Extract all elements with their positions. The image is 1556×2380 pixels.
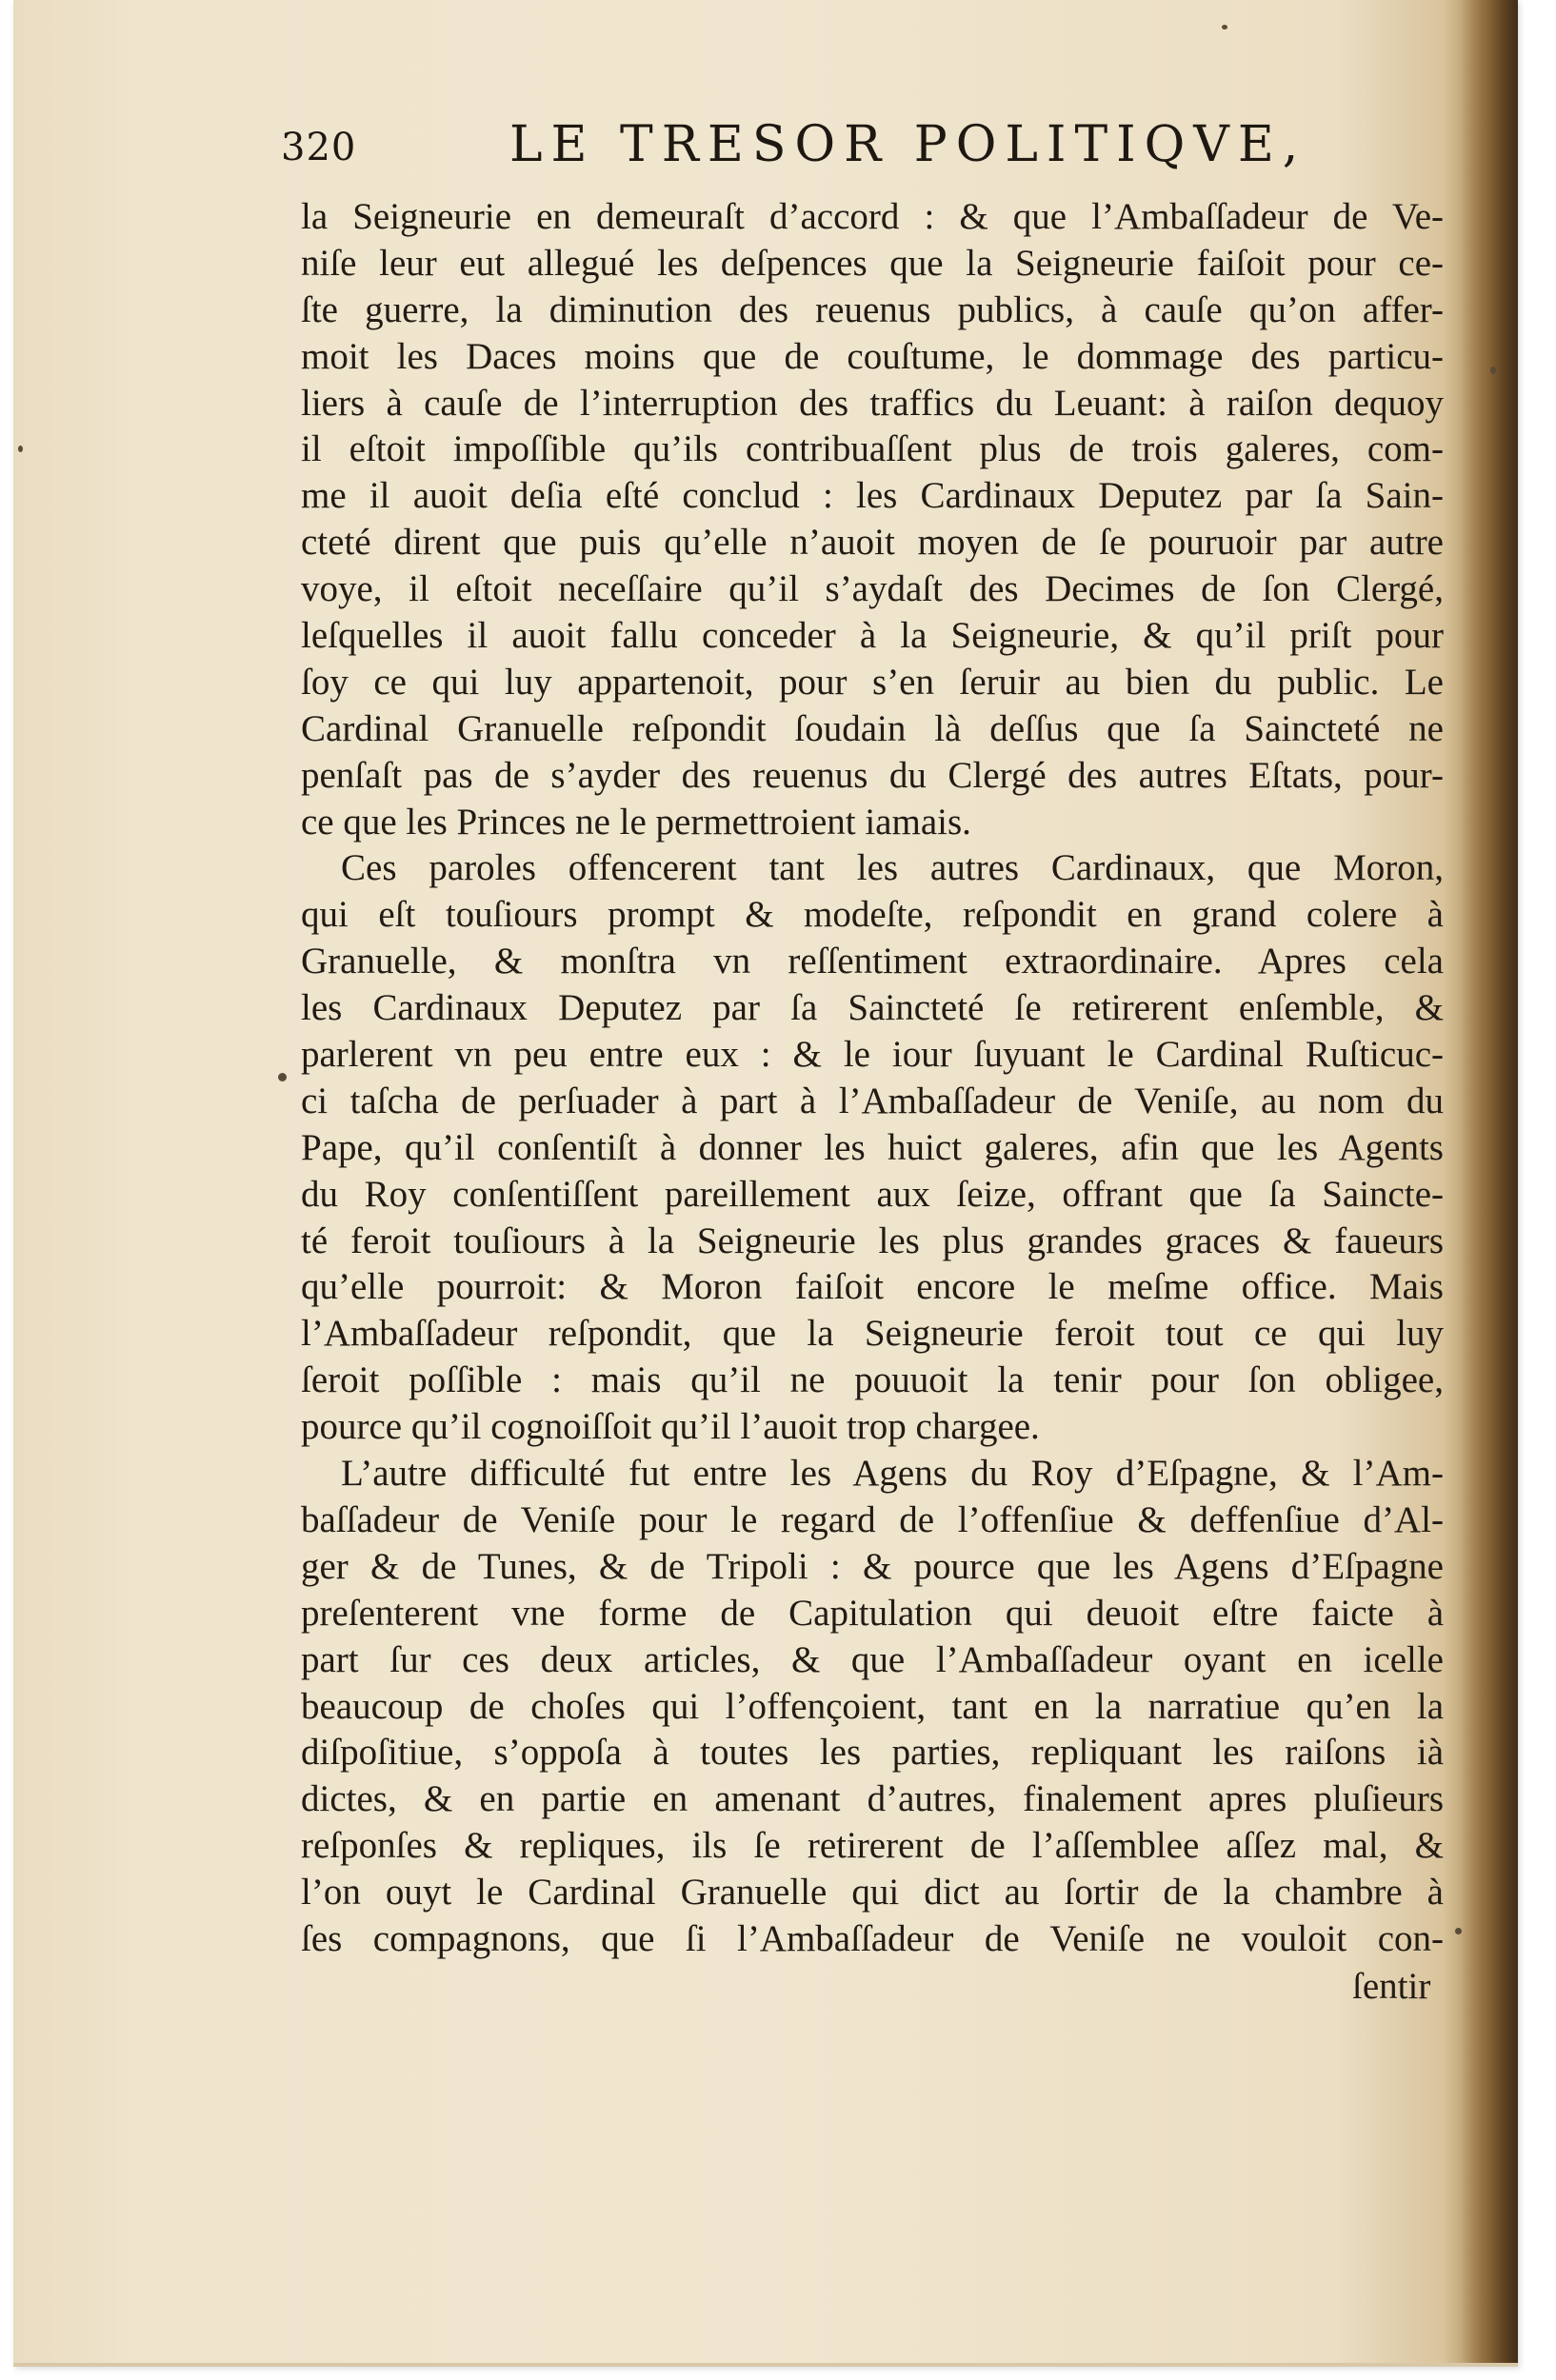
text-line: dictes, & en partie en amenant d’autres, finalement apres pluſieurs [301, 1778, 1444, 1820]
text-line: baſſadeur de Veniſe pour le regard de l’offenſiue & deffenſiue d’Al- [301, 1498, 1444, 1540]
page-spine-shadow [1461, 0, 1518, 2363]
text-line: ſte guerre, la diminution des reuenus publics, à cauſe qu’on affer- [301, 288, 1444, 330]
text-line: L’autre difficulté fut entre les Agens du Roy d’Eſpagne, & l’Am- [341, 1453, 1444, 1495]
paragraph [301, 845, 1444, 1451]
text-line: parlerent vn peu entre eux : & le iour ſuyuant le Cardinal Ruſticuc- [301, 1034, 1444, 1076]
paragraph [301, 1451, 1444, 1963]
ink-speck [1490, 367, 1496, 374]
text-line: ſoy ce qui luy appartenoit, pour s’en ſeruir au bien du public. Le [301, 661, 1444, 703]
text-line: Pape, qu’il conſentiſt à donner les huict galeres, afin que les Agents [301, 1126, 1444, 1168]
text-line: cteté dirent que puis qu’elle n’auoit moyen de ſe pouruoir par autre [301, 522, 1444, 564]
ink-speck [1455, 1928, 1462, 1934]
ink-speck [1222, 25, 1227, 30]
text-line: Granuelle, & monſtra vn reſſentiment extraordinaire. Apres cela [301, 941, 1444, 982]
text-line: liers à cauſe de l’interruption des traffics du Leuant: à raiſon dequoy [301, 382, 1444, 424]
text-line: du Roy conſentiſſent pareillement aux ſeize, offrant que ſa Saincte- [301, 1173, 1444, 1215]
text-line: preſenterent vne forme de Capitulation qui deuoit eſtre faicte à [301, 1592, 1444, 1634]
page-header [281, 112, 1307, 188]
text-line: beaucoup de choſes qui l’offençoient, tant en la narratiue qu’en la [301, 1685, 1444, 1727]
text-line: pource qu’il cognoiſſoit qu’il l’auoit trop chargee. [301, 1406, 1040, 1448]
text-line: Ces paroles offencerent tant les autres Cardinaux, que Moron, [341, 847, 1444, 889]
catchword: ſentir [1352, 1966, 1431, 2007]
text-line: l’on ouyt le Cardinal Granuelle qui dict au ſortir de la chambre à [301, 1872, 1444, 1914]
ink-speck [278, 1073, 287, 1081]
ink-speck [18, 446, 23, 452]
text-line: ſes compagnons, que ſi l’Ambaſſadeur de Veniſe ne vouloit con- [301, 1917, 1444, 1959]
text-line: me il auoit deſia eſté conclud : les Cardinaux Deputez par ſa Sain- [301, 475, 1444, 517]
body-text [301, 194, 1444, 1963]
text-line: ger & de Tunes, & de Tripoli : & pource que les Agens d’Eſpagne [301, 1545, 1444, 1587]
paragraph [301, 194, 1444, 845]
text-line: moit les Daces moins que de couſtume, le dommage des particu- [301, 335, 1444, 377]
text-line: les Cardinaux Deputez par ſa Saincteté ſe retirerent enſemble, & [301, 987, 1444, 1029]
running-title: LE TRESOR POLITIQVE, [509, 116, 1307, 173]
text-line: qui eſt touſiours prompt & modeſte, reſpondit en grand colere à [301, 894, 1444, 936]
text-line: ci taſcha de perſuader à part à l’Ambaſſadeur de Veniſe, au nom du [301, 1080, 1444, 1121]
text-line: té feroit touſiours à la Seigneurie les plus grandes graces & faueurs [301, 1220, 1444, 1261]
text-line: il eſtoit impoſſible qu’ils contribuaſſent plus de trois galeres, com- [301, 428, 1444, 470]
text-line: part ſur ces deux articles, & que l’Ambaſſadeur oyant en icelle [301, 1638, 1444, 1680]
page-number: 320 [281, 126, 357, 169]
text-line: la Seigneurie en demeuraſt d’accord : & que l’Ambaſſadeur de Ve- [301, 196, 1444, 237]
text-line: niſe leur eut allegué les deſpences que la Seigneurie faiſoit pour ce- [301, 242, 1444, 284]
text-line: leſquelles il auoit fallu conceder à la Seigneurie, & qu’il priſt pour [301, 615, 1444, 657]
text-line: Cardinal Granuelle reſpondit ſoudain là deſſus que ſa Saincteté ne [301, 707, 1444, 749]
text-line: ſeroit poſſible : mais qu’il ne pouuoit la tenir pour ſon obligee, [301, 1359, 1444, 1401]
text-line: diſpoſitiue, s’oppoſa à toutes les parties, repliquant les raiſons ià [301, 1732, 1444, 1774]
text-line: ce que les Princes ne le permettroient iamais. [301, 801, 971, 843]
text-line: reſponſes & repliques, ils ſe retirerent de l’aſſemblee aſſez mal, & [301, 1825, 1444, 1867]
text-line: qu’elle pourroit: & Moron faiſoit encore le meſme office. Mais [301, 1266, 1444, 1308]
text-line: l’Ambaſſadeur reſpondit, que la Seigneurie feroit tout ce qui luy [301, 1313, 1444, 1355]
text-line: voye, il eſtoit neceſſaire qu’il s’aydaſt des Decimes de ſon Clergé, [301, 568, 1444, 610]
text-line: penſaſt pas de s’ayder des reuenus du Clergé des autres Eſtats, pour- [301, 754, 1444, 796]
background-edge [1518, 0, 1556, 2380]
